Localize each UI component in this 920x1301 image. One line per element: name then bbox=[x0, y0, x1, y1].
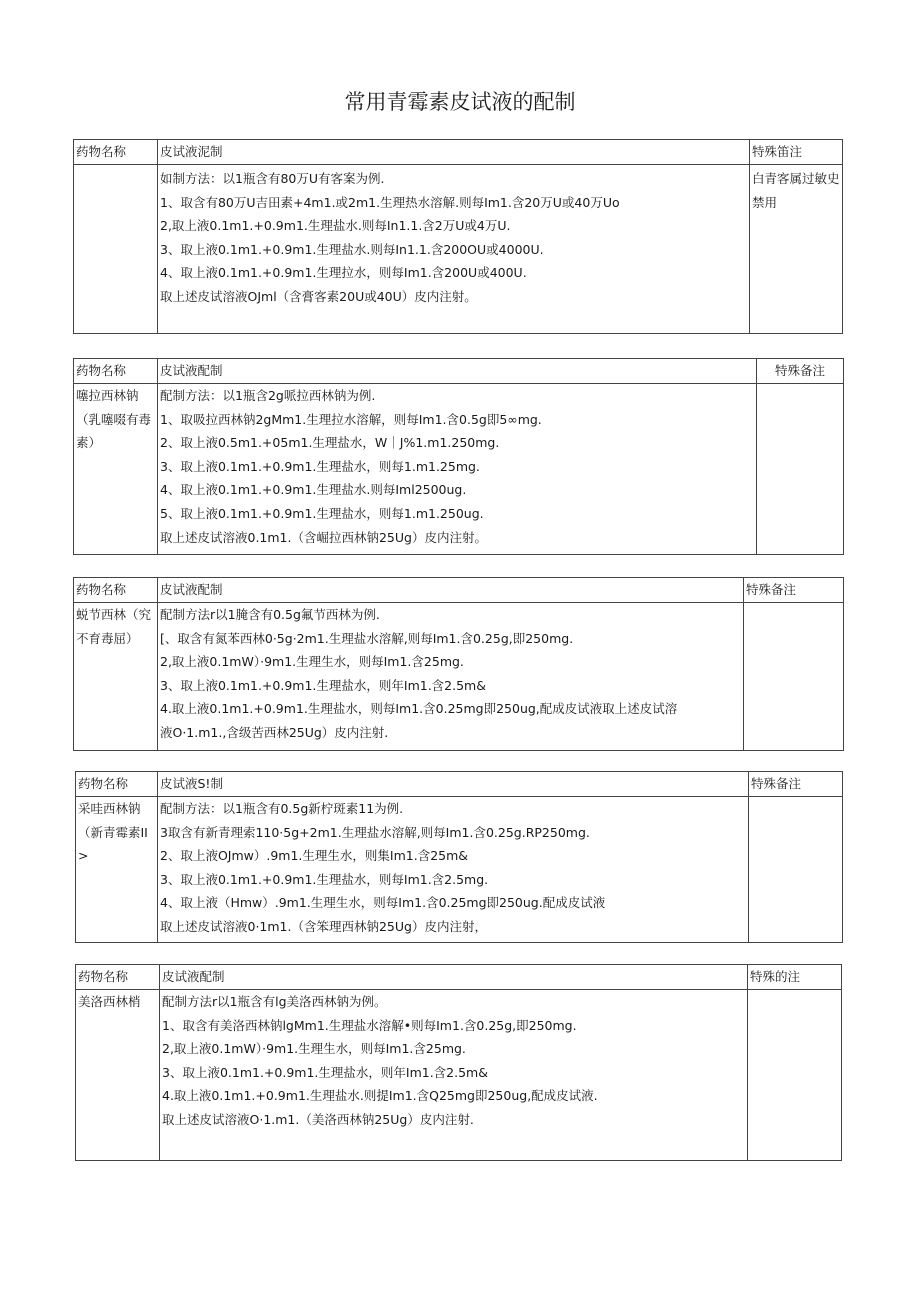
header-note: 特殊笛注 bbox=[750, 140, 843, 165]
method-line: 配制方法r以1腌含有0.5g氟节西林为例. bbox=[160, 607, 380, 622]
header-method: 皮试液配制 bbox=[158, 359, 757, 384]
method-cell bbox=[158, 797, 749, 943]
method-line: 3、取上液0.1m1.+0.9m1.生理盐水，则年Im1.含2.5m& bbox=[160, 677, 486, 693]
method-line: 2,取上液0.1mW）·9m1.生理生水，则每Im1.含25mg. bbox=[162, 1041, 466, 1057]
drug-name-cell: 蜕节西林（究不育毒屈） bbox=[74, 603, 158, 751]
header-method: 皮试液配制 bbox=[158, 578, 744, 603]
method-line: 5、取上液0.1m1.+0.9m1.生理盐水，则每1.m1.250ug. bbox=[160, 505, 484, 521]
method-cell bbox=[158, 384, 757, 555]
drug-table-2 bbox=[73, 358, 844, 555]
method-line: 3、取上液0.1m1.+0.9m1.生理盐水，则每1.m1.25mg. bbox=[160, 458, 480, 474]
header-method: 皮试液S!制 bbox=[158, 772, 749, 797]
method-line: 4.取上液0.1m1.+0.9m1.生理盐水.则提Im1.含Q25mg即250ug,配成皮试液. bbox=[162, 1088, 598, 1104]
method-cell bbox=[160, 990, 748, 1161]
method-line: 4、取上液（Hmw）.9m1.生理生水，则每Im1.含0.25mg即250ug.配成皮试液 bbox=[160, 895, 606, 911]
method-line: 2、取上液0.5m1.+05m1.生理盐水，W｜J%1.m1.250mg. bbox=[160, 435, 500, 451]
method-line: 3、取上液0.1m1.+0.9m1.生理盐水.则每In1.1.含200OU或4000U. bbox=[160, 241, 544, 257]
header-method: 皮试液配制 bbox=[160, 965, 748, 990]
header-drug-name: 药物名称 bbox=[74, 359, 158, 384]
method-line: 3取含有新青理索110·5g+2m1.生理盐水溶解,则每Im1.含0.25g.RP250mg. bbox=[160, 824, 590, 840]
header-drug-name: 药物名称 bbox=[74, 140, 158, 165]
page-title: 常用青霉素皮试液的配制 bbox=[344, 90, 576, 114]
method-line: 取上述皮试溶液0.1m1.（含崛拉西林钠25Ug）皮内注射。 bbox=[160, 529, 487, 545]
note-cell bbox=[748, 990, 842, 1161]
method-line: 4.取上液0.1m1.+0.9m1.生理盐水，则每Im1.含0.25mg即250ug,配成皮试液取上述皮试溶 bbox=[160, 701, 678, 717]
note-cell bbox=[749, 797, 843, 943]
method-line: 取上述皮试溶液OJml（含膏客素20U或40U）皮内注射。 bbox=[160, 288, 477, 304]
method-line: 配制方法：以1瓶含2g哌拉西林钠为例. bbox=[160, 388, 376, 403]
drug-table-4 bbox=[75, 771, 843, 943]
method-line: 配制方法：以1瓶含有0.5g新柠斑素11为例. bbox=[160, 801, 404, 816]
drug-name-cell: 噻拉西林钠（乳噻啜有毒素） bbox=[74, 384, 158, 555]
header-drug-name: 药物名称 bbox=[76, 965, 160, 990]
note-cell bbox=[757, 384, 844, 555]
method-line: 取上述皮试溶液O·1.m1.（美洛西林钠25Ug）皮内注射. bbox=[162, 1111, 474, 1127]
drug-table-5 bbox=[75, 964, 842, 1161]
header-note: 特殊备注 bbox=[757, 359, 844, 384]
method-line: 1、取含有80万U吉田素+4m1.或2m1.生理热水溶解.则每Im1.含20万U或40万Uo bbox=[160, 194, 620, 210]
header-note: 特殊备注 bbox=[744, 578, 844, 603]
drug-name-cell: 采哇西林钠（新青霉素II> bbox=[76, 797, 158, 943]
header-drug-name: 药物名称 bbox=[76, 772, 158, 797]
header-drug-name: 药物名称 bbox=[74, 578, 158, 603]
drug-name-cell bbox=[74, 165, 158, 334]
method-line: 1、取含有美洛西林钠lgMm1.生理盐水溶解•则每Im1.含0.25g,即250mg. bbox=[162, 1017, 577, 1033]
method-cell bbox=[158, 165, 750, 334]
note-cell bbox=[744, 603, 844, 751]
header-note: 特殊备注 bbox=[749, 772, 843, 797]
method-line: [、取含有氮苯西林0·5g·2m1.生理盐水溶解,则每Im1.含0.25g,即250mg. bbox=[160, 630, 574, 646]
method-line: 取上述皮试溶液0·1m1.（含笨理西林钠25Ug）皮内注射， bbox=[160, 918, 487, 934]
method-line: 2、取上液OJmw）.9m1.生理生水，则集Im1.含25m& bbox=[160, 848, 469, 864]
method-line: 4、取上液0.1m1.+0.9m1.生理盐水.则每Iml2500ug. bbox=[160, 482, 467, 498]
method-cell bbox=[158, 603, 744, 751]
method-line: 4、取上液0.1m1.+0.9m1.生理拉水，则每Im1.含200U或400U. bbox=[160, 265, 527, 281]
method-line: 2,取上液0.1m1.+0.9m1.生理盐水.则每In1.1.含2万U或4万U. bbox=[160, 218, 511, 234]
drug-name-cell: 美洛西林梢 bbox=[76, 990, 160, 1161]
method-line: 2,取上液0.1mW）·9m1.生理生水，则每Im1.含25mg. bbox=[160, 654, 464, 670]
drug-table-1 bbox=[73, 139, 843, 334]
method-line: 配制方法r以1瓶含有lg美洛西林钠为例。 bbox=[162, 994, 387, 1009]
drug-table-3 bbox=[73, 577, 844, 751]
method-line: 3、取上液0.1m1.+0.9m1.生理盐水，则年Im1.含2.5m& bbox=[162, 1064, 488, 1080]
method-line: 液O·1.m1.,含级苦西林25Ug）皮内注射. bbox=[160, 724, 389, 740]
header-note: 特殊的注 bbox=[748, 965, 842, 990]
method-line: 3、取上液0.1m1.+0.9m1.生理盐水，则每Im1.含2.5mg. bbox=[160, 871, 489, 887]
method-line: 如制方法：以1瓶含有80万U有客案为例. bbox=[160, 171, 385, 186]
method-line: 1、取吸拉西林钠2gMm1.生理拉水溶解，则每Im1.含0.5g即5∞mg. bbox=[160, 411, 542, 427]
header-method: 皮试液泥制 bbox=[158, 140, 750, 165]
note-cell: 白青客属过敏史禁用 bbox=[750, 165, 843, 334]
